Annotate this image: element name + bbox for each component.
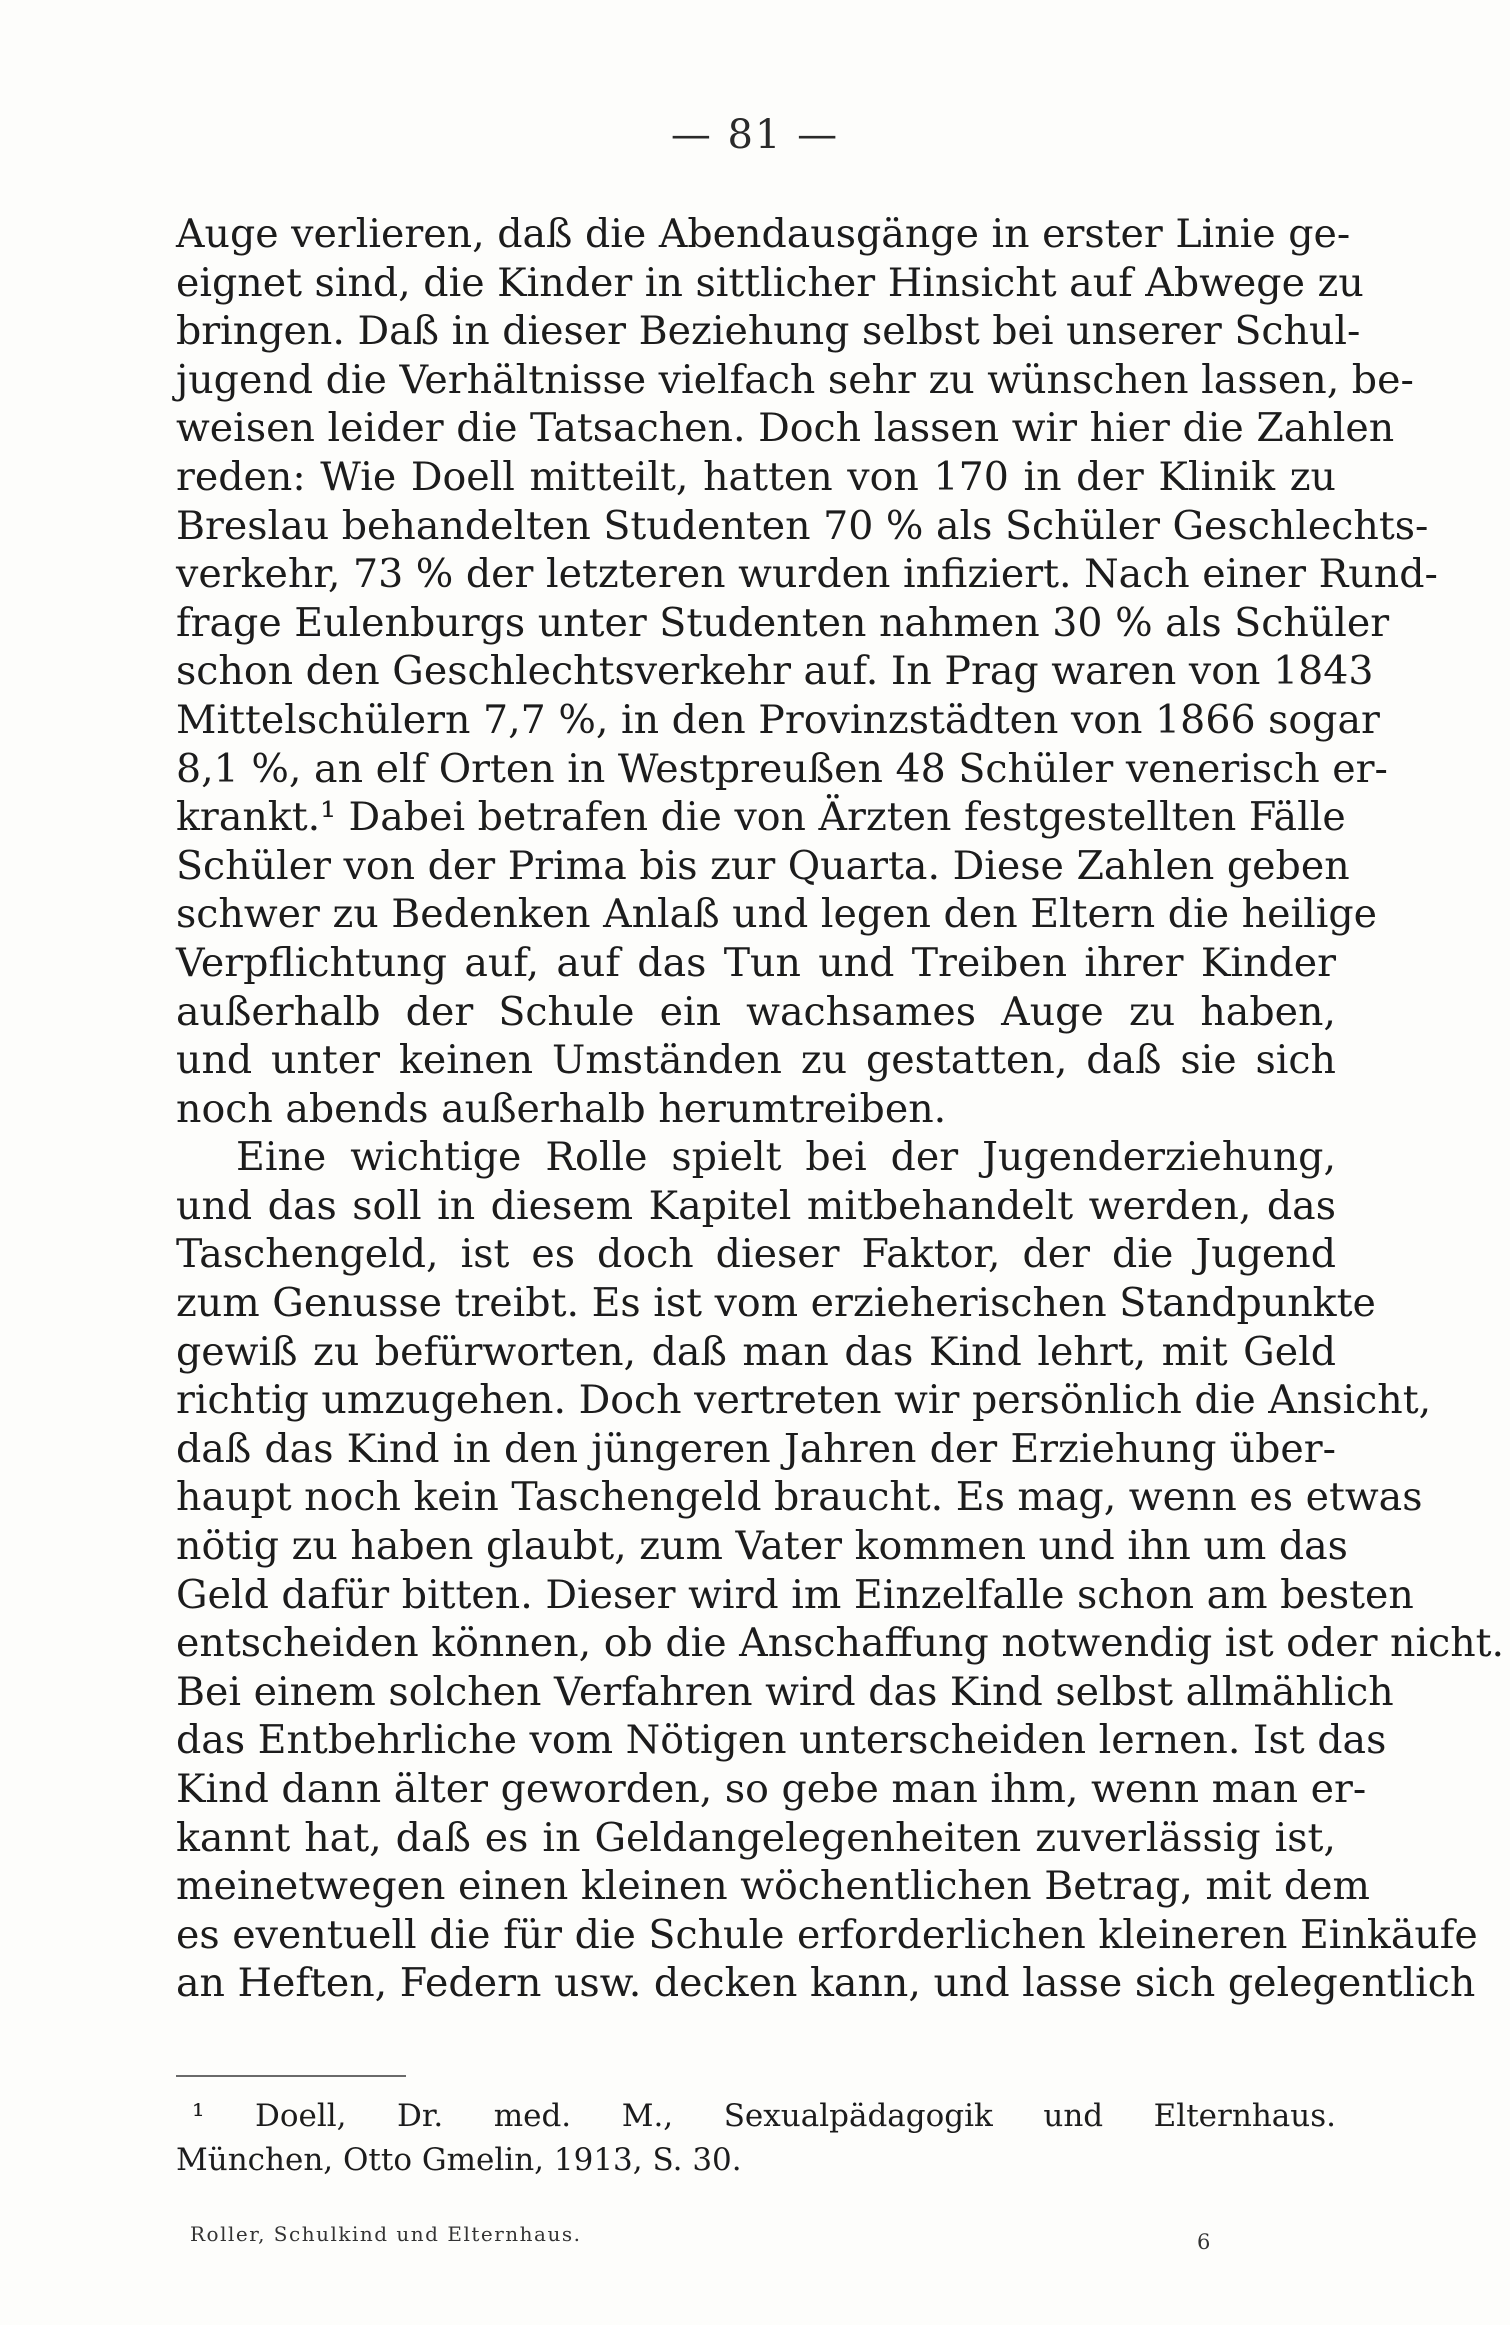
text-line: Verpflichtung auf, auf das Tun und Treiben ihrer Kinder bbox=[176, 939, 1336, 986]
text-line: jugend die Verhältnisse vielfach sehr zu wünschen lassen, be- bbox=[176, 356, 1414, 403]
page-number: — 81 — bbox=[670, 112, 840, 158]
text-line: Schüler von der Prima bis zur Quarta. Diese Zahlen geben bbox=[176, 842, 1350, 889]
text-line: kannt hat, daß es in Geldangelegenheiten zuverlässig ist, bbox=[176, 1814, 1336, 1861]
printer-signature: Roller, Schulkind und Elternhaus. bbox=[190, 2222, 582, 2246]
text-line: gewiß zu befürworten, daß man das Kind lehrt, mit Geld bbox=[176, 1328, 1336, 1375]
text-line: das Entbehrliche vom Nötigen unterscheiden lernen. Ist das bbox=[176, 1717, 1387, 1764]
text-line: zum Genusse treibt. Es ist vom erzieherischen Standpunkte bbox=[176, 1280, 1376, 1327]
text-line: Taschengeld, ist es doch dieser Faktor, der die Jugend bbox=[176, 1231, 1336, 1278]
text-line: bringen. Daß in dieser Beziehung selbst bei unserer Schul- bbox=[176, 308, 1361, 355]
text-line: es eventuell die für die Schule erforderlichen kleineren Einkäufe bbox=[176, 1911, 1478, 1958]
text-line: Auge verlieren, daß die Abendausgänge in erster Linie ge- bbox=[176, 211, 1351, 257]
text-line: und das soll in diesem Kapitel mitbehandelt werden, das bbox=[176, 1182, 1336, 1229]
footnote-line: ¹ Doell, Dr. med. M., Sexualpädagogik und Elternhaus. bbox=[192, 2098, 1336, 2134]
text-line: weisen leider die Tatsachen. Doch lassen wir hier die Zahlen bbox=[176, 405, 1395, 452]
text-line: Bei einem solchen Verfahren wird das Kind selbst allmählich bbox=[176, 1668, 1394, 1715]
text-line: Geld dafür bitten. Dieser wird im Einzelfalle schon am besten bbox=[176, 1571, 1414, 1618]
text-line: noch abends außerhalb herumtreiben. bbox=[176, 1085, 947, 1132]
text-line: entscheiden können, ob die Anschaffung notwendig ist oder nicht. bbox=[176, 1620, 1505, 1667]
footnote-divider bbox=[176, 2075, 406, 2077]
text-line: 8,1 %, an elf Orten in Westpreußen 48 Schüler venerisch er- bbox=[176, 745, 1388, 792]
footnote-line: München, Otto Gmelin, 1913, S. 30. bbox=[176, 2142, 742, 2178]
text-line: nötig zu haben glaubt, zum Vater kommen und ihn um das bbox=[176, 1523, 1348, 1570]
text-line: krankt.¹ Dabei betrafen die von Ärzten festgestellten Fälle bbox=[176, 794, 1346, 841]
text-line: Mittelschülern 7,7 %, in den Provinzstädten von 1866 sogar bbox=[176, 696, 1380, 743]
text-line: eignet sind, die Kinder in sittlicher Hinsicht auf Abwege zu bbox=[176, 259, 1364, 306]
text-line: Breslau behandelten Studenten 70 % als Schüler Geschlechts- bbox=[176, 502, 1429, 549]
text-line: reden: Wie Doell mitteilt, hatten von 170 in der Klinik zu bbox=[176, 453, 1336, 500]
footnotes bbox=[176, 2094, 1336, 2182]
text-line: an Heften, Federn usw. decken kann, und lasse sich gelegentlich bbox=[176, 1960, 1476, 2007]
text-line: Eine wichtige Rolle spielt bei der Jugenderziehung, bbox=[236, 1134, 1336, 1181]
text-line: frage Eulenburgs unter Studenten nahmen 30 % als Schüler bbox=[176, 599, 1390, 646]
text-line: und unter keinen Umständen zu gestatten, daß sie sich bbox=[176, 1037, 1336, 1084]
text-line: haupt noch kein Taschengeld braucht. Es mag, wenn es etwas bbox=[176, 1474, 1423, 1521]
text-line: außerhalb der Schule ein wachsames Auge zu haben, bbox=[176, 988, 1336, 1035]
sheet-number: 6 bbox=[1197, 2230, 1211, 2254]
text-line: Kind dann älter geworden, so gebe man ihm, wenn man er- bbox=[176, 1766, 1367, 1812]
text-line: verkehr, 73 % der letzteren wurden infiziert. Nach einer Rund- bbox=[176, 551, 1438, 598]
text-line: schon den Geschlechtsverkehr auf. In Prag waren von 1843 bbox=[176, 648, 1374, 695]
text-line: meinetwegen einen kleinen wöchentlichen Betrag, mit dem bbox=[176, 1863, 1370, 1910]
text-line: daß das Kind in den jüngeren Jahren der Erziehung über- bbox=[176, 1425, 1336, 1472]
body-text bbox=[176, 210, 1505, 2008]
text-line: richtig umzugehen. Doch vertreten wir persönlich die Ansicht, bbox=[176, 1377, 1432, 1424]
text-line: schwer zu Bedenken Anlaß und legen den Eltern die heilige bbox=[176, 891, 1378, 938]
